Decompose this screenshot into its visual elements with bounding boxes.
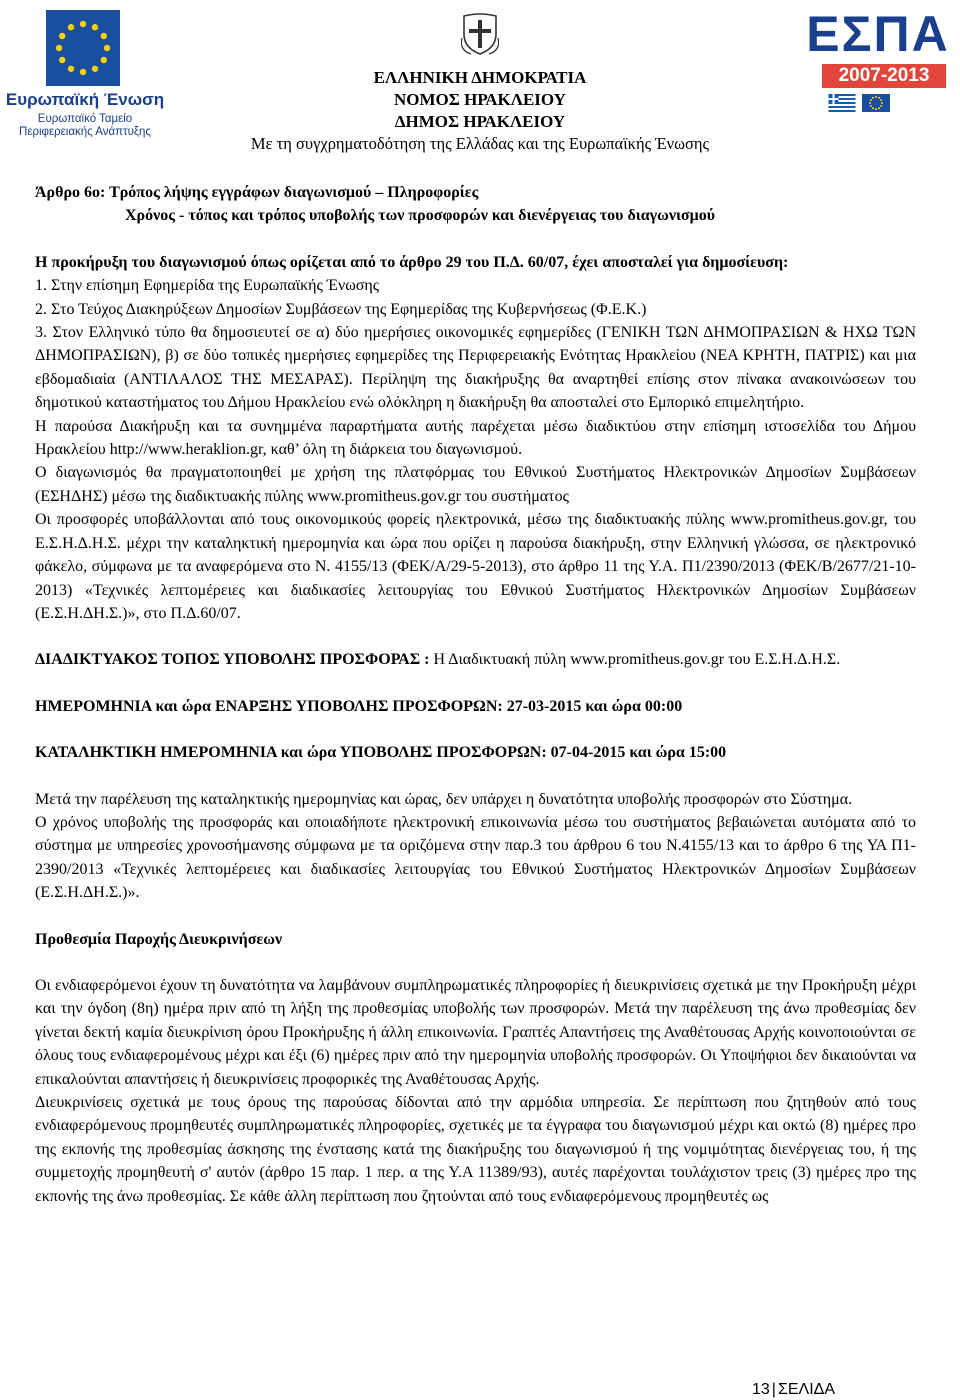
page-header xyxy=(0,0,960,170)
header-municipality: ΔΗΜΟΣ ΗΡΑΚΛΕΙΟΥ xyxy=(394,112,566,131)
article-subtitle: Χρόνος - τόπος και τρόπος υποβολής των προσφορών και διενέργειας του διαγωνισμού xyxy=(125,207,715,225)
article-title: Άρθρο 6ο: Τρόπος λήψης εγγράφων διαγωνισμού – Πληροφορίες xyxy=(35,184,479,201)
document-body xyxy=(35,181,916,1208)
eu-flag-small-icon xyxy=(862,94,890,112)
espa-logo-word: ΕΣΠΑ xyxy=(806,6,950,62)
page-number-value: 13 xyxy=(752,1381,770,1398)
list-item: 1. Στην επίσημη Εφημερίδα της Ευρωπαϊκής Ένωσης xyxy=(35,277,380,295)
paragraph: Η παρούσα Διακήρυξη και τα συνημμένα παραρτήματα αυτής παρέχεται μέσω διαδικτύου στην επίσημη ιστοσελίδα του Δήμου Ηρακλείου http://www.heraklion.gr, καθ’ όλη τη διάρκεια του διαγωνισμού. xyxy=(35,417,916,459)
page-number-label: ΣΕΛΙΔΑ xyxy=(777,1381,836,1398)
paragraph: Οι ενδιαφερόμενοι έχουν τη δυνατότητα να λαμβάνουν συμπληρωματικές πληροφορίες ή διευκρινίσεις σχετικά με την Προκήρυξη μέχρι και την όγδοη (8η) ημέρα πριν από τη λήξη της προθεσμίας υποβολής των προσφορών. Μετά την παρέλευση της άνω προθεσμίας δεν γίνεται δεκτή καμία διευκρίνιση όρου Προκήρυξης ή άλλη επικοινωνία. Γραπτές Απαντήσεις της Αναθέτουσας Αρχής κοινοποιούνται σε όλους τους ενδιαφερομένους μέχρι και έξι (6) ημέρες πριν από την ημερομηνία υποβολής προσφορών. Οι Υποψήφιοι δεν δικαιούνται να επικαλούνται απαντήσεις ή διευκρινίσεις προφορικές της Αναθέτουσας Αρχής. xyxy=(35,976,916,1088)
header-republic: ΕΛΛΗΝΙΚΗ ΔΗΜΟΚΡΑΤΙΑ xyxy=(373,68,587,87)
section-subheading: Προθεσμία Παροχής Διευκρινήσεων xyxy=(35,930,283,948)
eu-logo-subtitle-line-2: Περιφερειακής Ανάπτυξης xyxy=(19,126,151,138)
submission-site xyxy=(35,648,916,671)
paragraph: Διευκρινίσεις σχετικά με τους όρους της παρούσας δίδονται από την αρμόδια υπηρεσία. Σε περίπτωση που ζητηθούν από τους ενδιαφερόμενους προμηθευτές συμπληρωματικές πληροφορίες, σχετικές με τα έγγραφα του διαγωνισμού μέχρι και οκτώ (8) ημέρες προ της εκπονής της προθεσμίας άσκησης της ένστασης κατά της διακήρυξης του διαγωνισμού ή της νομιμότητας διενέργειας του, ή της συμμετοχής προμηθευτή σ' αυτόν (άρθρο 15 παρ. 1 περ. α της Υ.Α 11389/93), αυτές παρέχονται τουλάχιστον τρεις (3) ημέρες προ της εκπονής της άνω προθεσμίας. Σε κάθε άλλη περίπτωση που ζητούνται από τους ενδιαφερόμενους προμηθευτές ως xyxy=(35,1094,916,1205)
eu-logo-title: Ευρωπαϊκή Ένωση xyxy=(5,90,165,109)
greek-flag-icon xyxy=(828,94,856,112)
list-item: 2. Στο Τεύχος Διακηρύξεων Δημοσίων Συμβάσεων της Εφημερίδας της Κυβερνήσεως (Φ.Ε.Κ.) xyxy=(35,300,647,318)
espa-logo xyxy=(800,4,956,124)
paragraph: Ο διαγωνισμός θα πραγματοποιηθεί με χρήση της πλατφόρμας του Εθνικού Συστήματος Ηλεκτρονικών Δημοσίων Συμβάσεων (ΕΣΗΔΗΣ) μέσω της διαδικτυακής πύλης www.promitheus.gov.gr του συστήματος xyxy=(35,464,916,505)
paragraph: Ο χρόνος υποβολής της προσφοράς και οποιαδήποτε ηλεκτρονική επικοινωνία μέσω του συστήματος βεβαιώνεται αυτόματα από το σύστημα με υπηρεσίες χρονοσήμανσης σύμφωνα με τα οριζόμενα στην παρ.3 του άρθρου 6 του Ν.4155/13 και το άρθρο 6 της ΥΑ Π1-2390/2013 «Τεχνικές λεπτομέρειες και διαδικασίες λειτουργίας του Εθνικού Συστήματος Ηλεκτρονικών Δημοσίων Συμβάσεων (Ε.Σ.Η.ΔΗ.Σ.)». xyxy=(35,813,916,902)
espa-logo-years: 2007-2013 xyxy=(822,64,946,88)
greek-coat-of-arms-icon xyxy=(461,12,499,56)
header-cofinancing: Με τη συγχρηματοδότηση της Ελλάδας και της Ευρωπαϊκής Ένωσης xyxy=(250,134,710,153)
page-number: 13 | ΣΕΛΙΔΑ xyxy=(752,1381,836,1398)
paragraph: Μετά την παρέλευση της καταληκτικής ημερομηνίας και ώρας, δεν υπάρχει η δυνατότητα υποβολής προσφορών στο Σύστημα. xyxy=(35,790,853,808)
submission-start-date: ΗΜΕΡΟΜΗΝΙΑ και ώρα ΕΝΑΡΞΗΣ ΥΠΟΒΟΛΗΣ ΠΡΟΣΦΟΡΩΝ: 27-03-2015 και ώρα 00:00 xyxy=(35,697,683,715)
submission-end-date: ΚΑΤΑΛΗΚΤΙΚΗ ΗΜΕΡΟΜΗΝΙΑ και ώρα ΥΠΟΒΟΛΗΣ ΠΡΟΣΦΟΡΩΝ: 07-04-2015 και ώρα 15:00 xyxy=(35,744,727,762)
paragraph: Οι προσφορές υποβάλλονται από τους οικονομικούς φορείς ηλεκτρονικά, μέσω της διαδικτυακής πύλης www.promitheus.gov.gr, του Ε.Σ.Η.Δ.Η.Σ. μέχρι την καταληκτική ημερομηνία και ώρα που ορίζει η παρούσα διακήρυξη, στην Ελληνική γλώσσα, σε ηλεκτρονικό φάκελο, σύμφωνα με τα αναφερόμενα στο Ν. 4155/13 (ΦΕΚ/Α/29-5-2013), στο άρθρο 11 της Υ.Α. Π1/2390/2013 (ΦΕΚ/Β/2677/21-10-2013) «Τεχνικές λεπτομέρειες και διαδικασίες λειτουργίας του Εθνικού Συστήματος Ηλεκτρονικών Δημοσίων Συμβάσεων (Ε.Σ.Η.ΔΗ.Σ.)», στο Π.Δ.60/07. xyxy=(35,511,916,622)
submission-site-value: Η Διαδικτυακή πύλη www.promitheus.gov.gr του Ε.Σ.Η.Δ.Η.Σ. xyxy=(433,651,841,669)
intro-paragraph: Η προκήρυξη του διαγωνισμού όπως ορίζεται από το άρθρο 29 του Π.Δ. 60/07, έχει αποσταλεί για δημοσίευση: xyxy=(35,253,789,271)
header-prefecture: ΝΟΜΟΣ ΗΡΑΚΛΕΙΟΥ xyxy=(394,90,566,109)
eu-logo-subtitle-line-1: Ευρωπαϊκό Ταμείο xyxy=(37,113,133,125)
list-item: 3. Στον Ελληνικό τύπο θα δημοσιευτεί σε α) δύο ημερήσιες οικονομικές εφημερίδες (ΓΕΝΙΚΗ ΤΩΝ ΔΗΜΟΠΡΑΣΙΩΝ & ΗΧΩ ΤΩΝ ΔΗΜΟΠΡΑΣΙΩΝ), β) σε δύο τοπικές ημερήσιες εφημερίδες της Περιφερειακής Ενότητας Ηρακλείου (ΝΕΑ ΚΡΗΤΗ, ΠΑΤΡΙΣ) και μια εβδομαδιαία (ΑΝΤΙΛΑΛΟΣ ΤΗΣ ΜΕΣΑΡΑΣ). Περίληψη της διακήρυξης θα αναρτηθεί επίσης στον πίνακα ανακοινώσεων του δημοτικού καταστήματος του Δήμου Ηρακλείου ενώ ολόκληρη η διακήρυξη θα αποσταλεί στο Εμπορικό επιμελητήριο. xyxy=(35,324,916,412)
submission-site-label: ΔΙΑΔΙΚΤΥΑΚΟΣ ΤΟΠΟΣ ΥΠΟΒΟΛΗΣ ΠΡΟΣΦΟΡΑΣ : xyxy=(35,651,430,669)
